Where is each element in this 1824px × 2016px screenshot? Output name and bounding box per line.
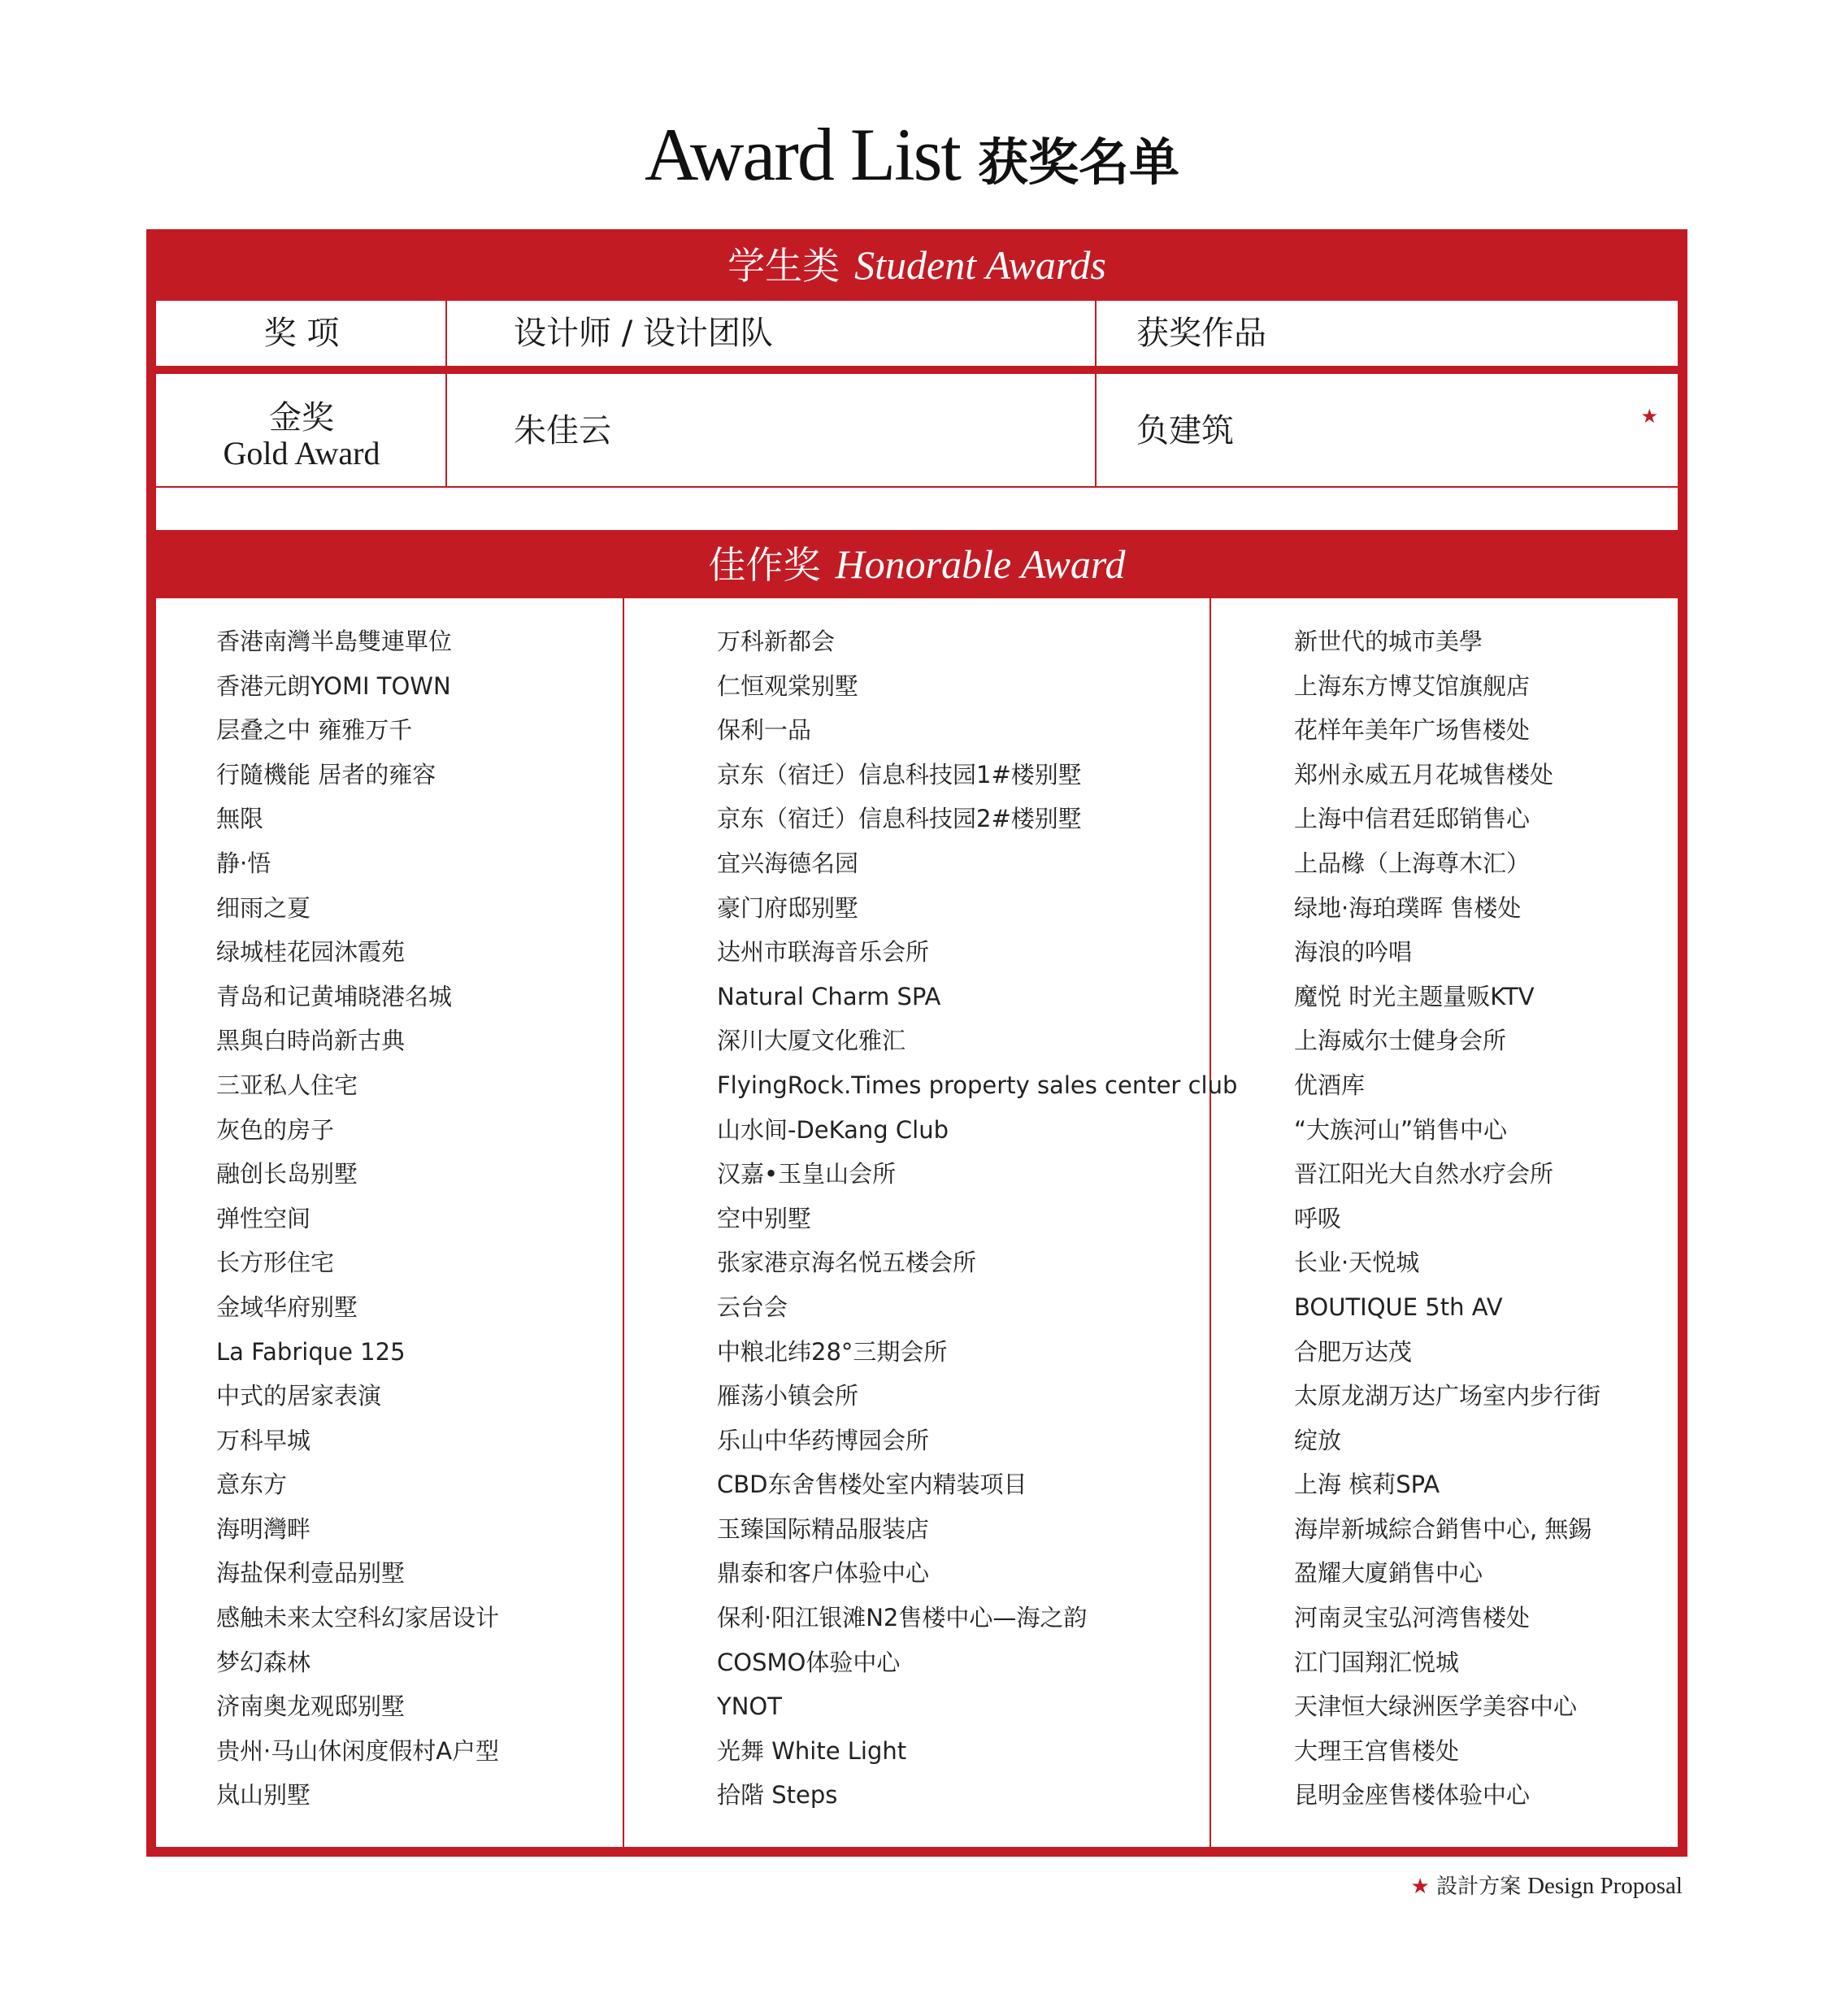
- list-item: CBD东舍售楼处室内精装项目: [717, 1471, 1027, 1499]
- honorable-band-en: Honorable Award: [835, 541, 1126, 587]
- list-item: 汉嘉•玉皇山会所: [717, 1160, 897, 1188]
- list-item: 無限: [216, 805, 264, 833]
- title-zh: 获奖名单: [978, 133, 1180, 192]
- list-item: 万科新都会: [717, 628, 836, 655]
- list-item: 雁荡小镇会所: [717, 1382, 859, 1410]
- list-item: 金域华府别墅: [216, 1293, 358, 1321]
- list-item: 盈耀大廈銷售中心: [1294, 1559, 1483, 1588]
- list-item: 云台会: [717, 1293, 788, 1321]
- list-item: 保利·阳江银滩N2售楼中心—海之韵: [717, 1604, 1088, 1632]
- list-item: 万科早城: [216, 1426, 311, 1454]
- list-item: 深川大厦文化雅汇: [717, 1027, 906, 1055]
- list-item: 香港元朗YOMI TOWN: [216, 671, 451, 700]
- honorable-column-1: [216, 619, 499, 1818]
- list-item: 层叠之中 雍雅万千: [216, 716, 413, 745]
- legend-en: Design Proposal: [1527, 1873, 1683, 1899]
- list-item: 魔悦 时光主题量贩KTV: [1294, 982, 1535, 1010]
- list-item: 香港南灣半島雙連單位: [216, 628, 453, 655]
- list-item: 豪门府邸别墅: [717, 893, 859, 922]
- student-band-zh: 学生类: [727, 244, 840, 288]
- honorable-award-band: [146, 530, 1687, 598]
- legend-zh: 設計方案: [1436, 1875, 1522, 1899]
- list-item: 弹性空间: [216, 1204, 311, 1232]
- gold-work: 负建筑: [1136, 412, 1234, 450]
- list-item: 花样年美年广场售楼处: [1294, 716, 1531, 745]
- list-item: 昆明金座售楼体验中心: [1294, 1781, 1531, 1810]
- list-item: 海明灣畔: [216, 1514, 311, 1543]
- list-item: 山水间-DeKang Club: [717, 1115, 949, 1144]
- list-item: 光舞 White Light: [717, 1736, 907, 1765]
- list-item: 绿地·海珀璞晖 售楼处: [1294, 893, 1522, 922]
- list-item: Natural Charm SPA: [717, 982, 941, 1010]
- list-item: 上品橼（上海尊木汇）: [1294, 849, 1531, 877]
- gold-award-row: [156, 374, 1678, 486]
- list-item: 太原龙湖万达广场室内步行街: [1294, 1382, 1601, 1410]
- list-item: 京东（宿迁）信息科技园1#楼别墅: [717, 760, 1082, 789]
- list-item: 梦幻森林: [216, 1648, 311, 1676]
- student-band-en: Student Awards: [854, 242, 1106, 288]
- honorable-column-3: [1294, 619, 1600, 1818]
- list-item: 绽放: [1294, 1426, 1342, 1454]
- list-item: 细雨之夏: [216, 893, 311, 922]
- list-item: 岚山别墅: [216, 1781, 311, 1810]
- student-header-row: [156, 301, 1678, 366]
- list-item: 天津恒大绿洲医学美容中心: [1294, 1692, 1578, 1721]
- list-item: YNOT: [717, 1692, 782, 1721]
- list-item: 中式的居家表演: [216, 1382, 382, 1410]
- list-item: 长方形住宅: [216, 1249, 335, 1277]
- list-item: 乐山中华药博园会所: [717, 1426, 930, 1454]
- list-item: 宜兴海德名园: [717, 849, 859, 877]
- list-item: 优酒库: [1294, 1071, 1366, 1099]
- list-item: 呼吸: [1294, 1204, 1342, 1232]
- list-item: 仁恒观棠别墅: [717, 671, 859, 700]
- student-awards-band: [146, 229, 1687, 301]
- list-item: 上海东方博艾馆旗舰店: [1294, 671, 1531, 700]
- list-item: 黑與白時尚新古典: [216, 1027, 406, 1055]
- list-item: COSMO体验中心: [717, 1648, 901, 1676]
- list-item: 灰色的房子: [216, 1115, 335, 1144]
- list-item: 达州市联海音乐会所: [717, 938, 930, 967]
- list-item: 新世代的城市美學: [1294, 628, 1483, 655]
- list-item: 上海中信君廷邸销售心: [1294, 805, 1531, 833]
- list-item: La Fabrique 125: [216, 1337, 406, 1366]
- list-item: 融创长岛别墅: [216, 1160, 358, 1188]
- list-item: 晋江阳光大自然水疗会所: [1294, 1160, 1554, 1188]
- spacer-row: [156, 488, 1678, 530]
- list-item: 济南奥龙观邸别墅: [216, 1692, 406, 1721]
- list-item: BOUTIQUE 5th AV: [1294, 1293, 1503, 1321]
- star-icon: ★: [1640, 405, 1658, 428]
- list-item: 中粮北纬28°三期会所: [717, 1337, 948, 1366]
- list-item: 拾階 Steps: [717, 1781, 838, 1810]
- list-item: 郑州永威五月花城售楼处: [1294, 760, 1554, 789]
- star-icon: ★: [1410, 1875, 1430, 1899]
- list-item: 海盐保利壹品别墅: [216, 1559, 406, 1588]
- list-item: 上海威尔士健身会所: [1294, 1027, 1507, 1055]
- list-item: 京东（宿迁）信息科技园2#楼别墅: [717, 805, 1082, 833]
- gold-award-zh: 金奖: [269, 399, 334, 437]
- legend: [1410, 1870, 1683, 1902]
- list-item: 贵州·马山休闲度假村A户型: [216, 1736, 500, 1765]
- honorable-band-zh: 佳作奖: [708, 543, 821, 587]
- list-item: 空中别墅: [717, 1204, 812, 1232]
- list-item: 行隨機能 居者的雍容: [216, 760, 436, 789]
- list-item: 三亚私人住宅: [216, 1071, 358, 1099]
- list-item: 合肥万达茂: [1294, 1337, 1413, 1366]
- list-item: 江门国翔汇悦城: [1294, 1648, 1460, 1676]
- page-title: [0, 106, 1824, 203]
- list-item: “大族河山”销售中心: [1294, 1115, 1508, 1144]
- list-item: 长业·天悦城: [1294, 1249, 1420, 1277]
- list-item: 海浪的吟唱: [1294, 938, 1413, 967]
- list-item: 感触未来太空科幻家居设计: [216, 1604, 500, 1632]
- header-designer: 设计师 / 设计团队: [514, 315, 773, 352]
- honorable-column-2: [717, 619, 1237, 1818]
- list-item: 意东方: [216, 1471, 288, 1499]
- list-item: 鼎泰和客户体验中心: [717, 1559, 930, 1588]
- list-item: 大理王宫售楼处: [1294, 1736, 1460, 1765]
- list-item: 张家港京海名悦五楼会所: [717, 1249, 977, 1277]
- list-item: 绿城桂花园沐霞苑: [216, 938, 406, 967]
- list-item: 静·悟: [216, 849, 271, 877]
- list-item: 海岸新城綜合銷售中心, 無錫: [1294, 1514, 1592, 1543]
- list-item: 河南灵宝弘河湾售楼处: [1294, 1604, 1531, 1632]
- list-item: 青岛和记黄埔晓港名城: [216, 982, 453, 1010]
- list-item: FlyingRock.Times property sales center club: [717, 1071, 1238, 1099]
- header-work: 获奖作品: [1136, 315, 1266, 352]
- header-award: 奖 项: [263, 315, 340, 352]
- list-item: 玉臻国际精品服装店: [717, 1514, 930, 1543]
- gold-award-en: Gold Award: [223, 435, 380, 471]
- list-item: 上海 槟莉SPA: [1294, 1471, 1440, 1499]
- gold-designer: 朱佳云: [514, 412, 611, 450]
- list-item: 保利一品: [717, 716, 812, 745]
- title-en: Award List: [644, 113, 960, 196]
